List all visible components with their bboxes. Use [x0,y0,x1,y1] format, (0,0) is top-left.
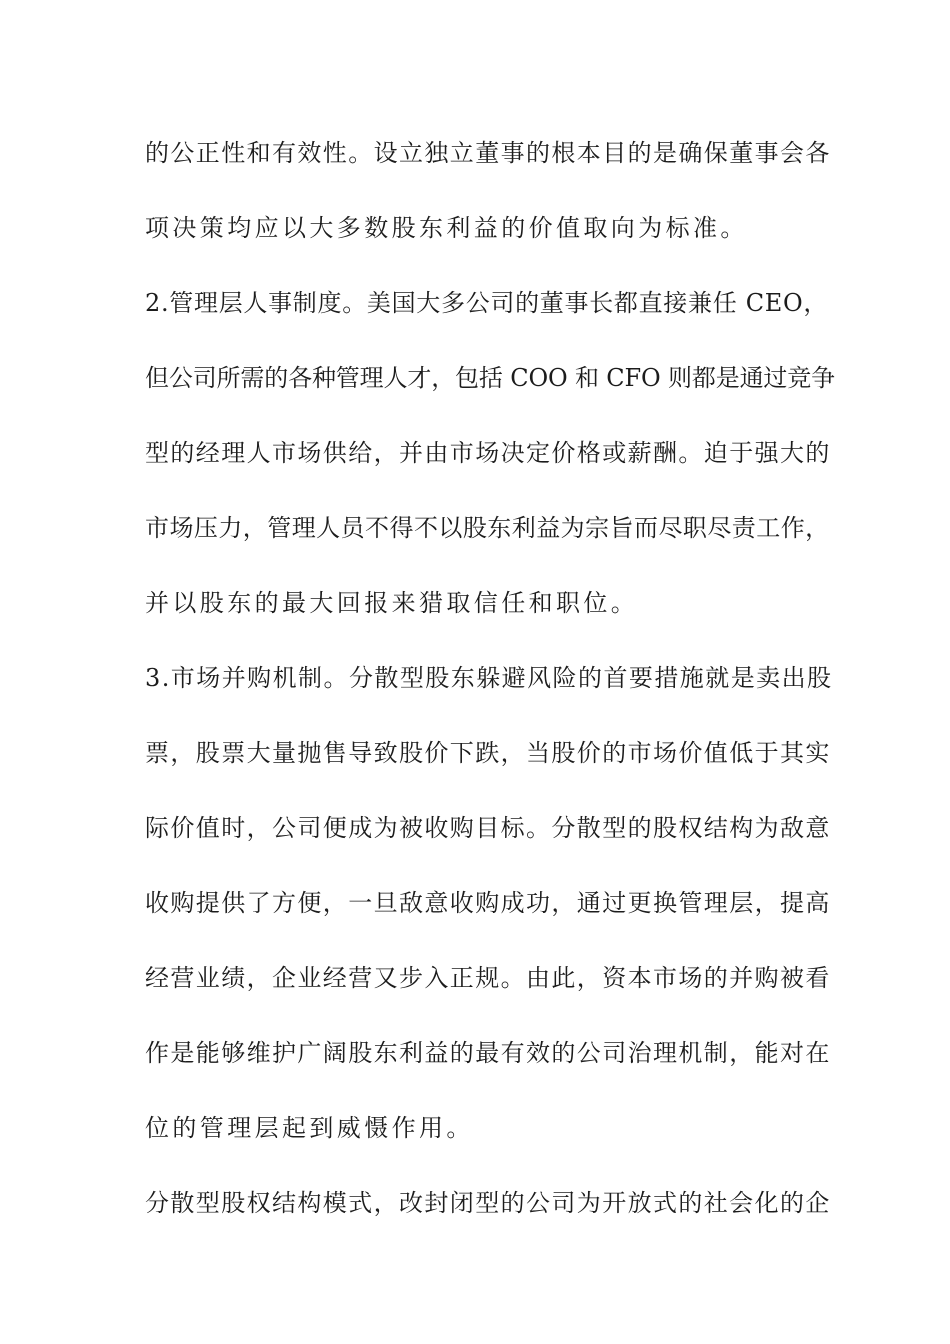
text-line: 项决策均应以大多数股东利益的价值取向为标准。 [145,214,748,242]
text-line: 并以股东的最大回报来猎取信任和职位。 [145,589,639,617]
text-line: 市场压力，管理人员不得不以股东利益为宗旨而尽职尽责工作， [145,514,830,542]
text-line: 经营业绩，企业经营又步入正规。由此，资本市场的并购被看 [145,964,831,992]
text-line: 但公司所需的各种管理人才，包括 COO 和 CFO 则都是通过竞争 [145,364,835,392]
text-line: 的公正性和有效性。设立独立董事的根本目的是确保董事会各 [145,139,831,167]
text-line: 作是能够维护广阔股东利益的最有效的公司治理机制，能对在 [145,1039,831,1067]
text-line: 际价值时，公司便成为被收购目标。分散型的股权结构为敌意 [145,814,831,842]
text-line: 票，股票大量抛售导致股价下跌，当股价的市场价值低于其实 [145,739,831,767]
text-line: 3.市场并购机制。分散型股东躲避风险的首要措施就是卖出股 [145,664,833,692]
document-body [145,132,835,1257]
text-line: 分散型股权结构模式，改封闭型的公司为开放式的社会化的企 [145,1189,831,1217]
text-line: 收购提供了方便，一旦敌意收购成功，通过更换管理层，提高 [145,889,831,917]
text-line: 型的经理人市场供给，并由市场决定价格或薪酬。迫于强大的 [145,439,831,467]
text-line: 2.管理层人事制度。美国大多公司的董事长都直接兼任 CEO， [145,289,829,317]
text-line: 位的管理层起到威慑作用。 [145,1114,474,1142]
